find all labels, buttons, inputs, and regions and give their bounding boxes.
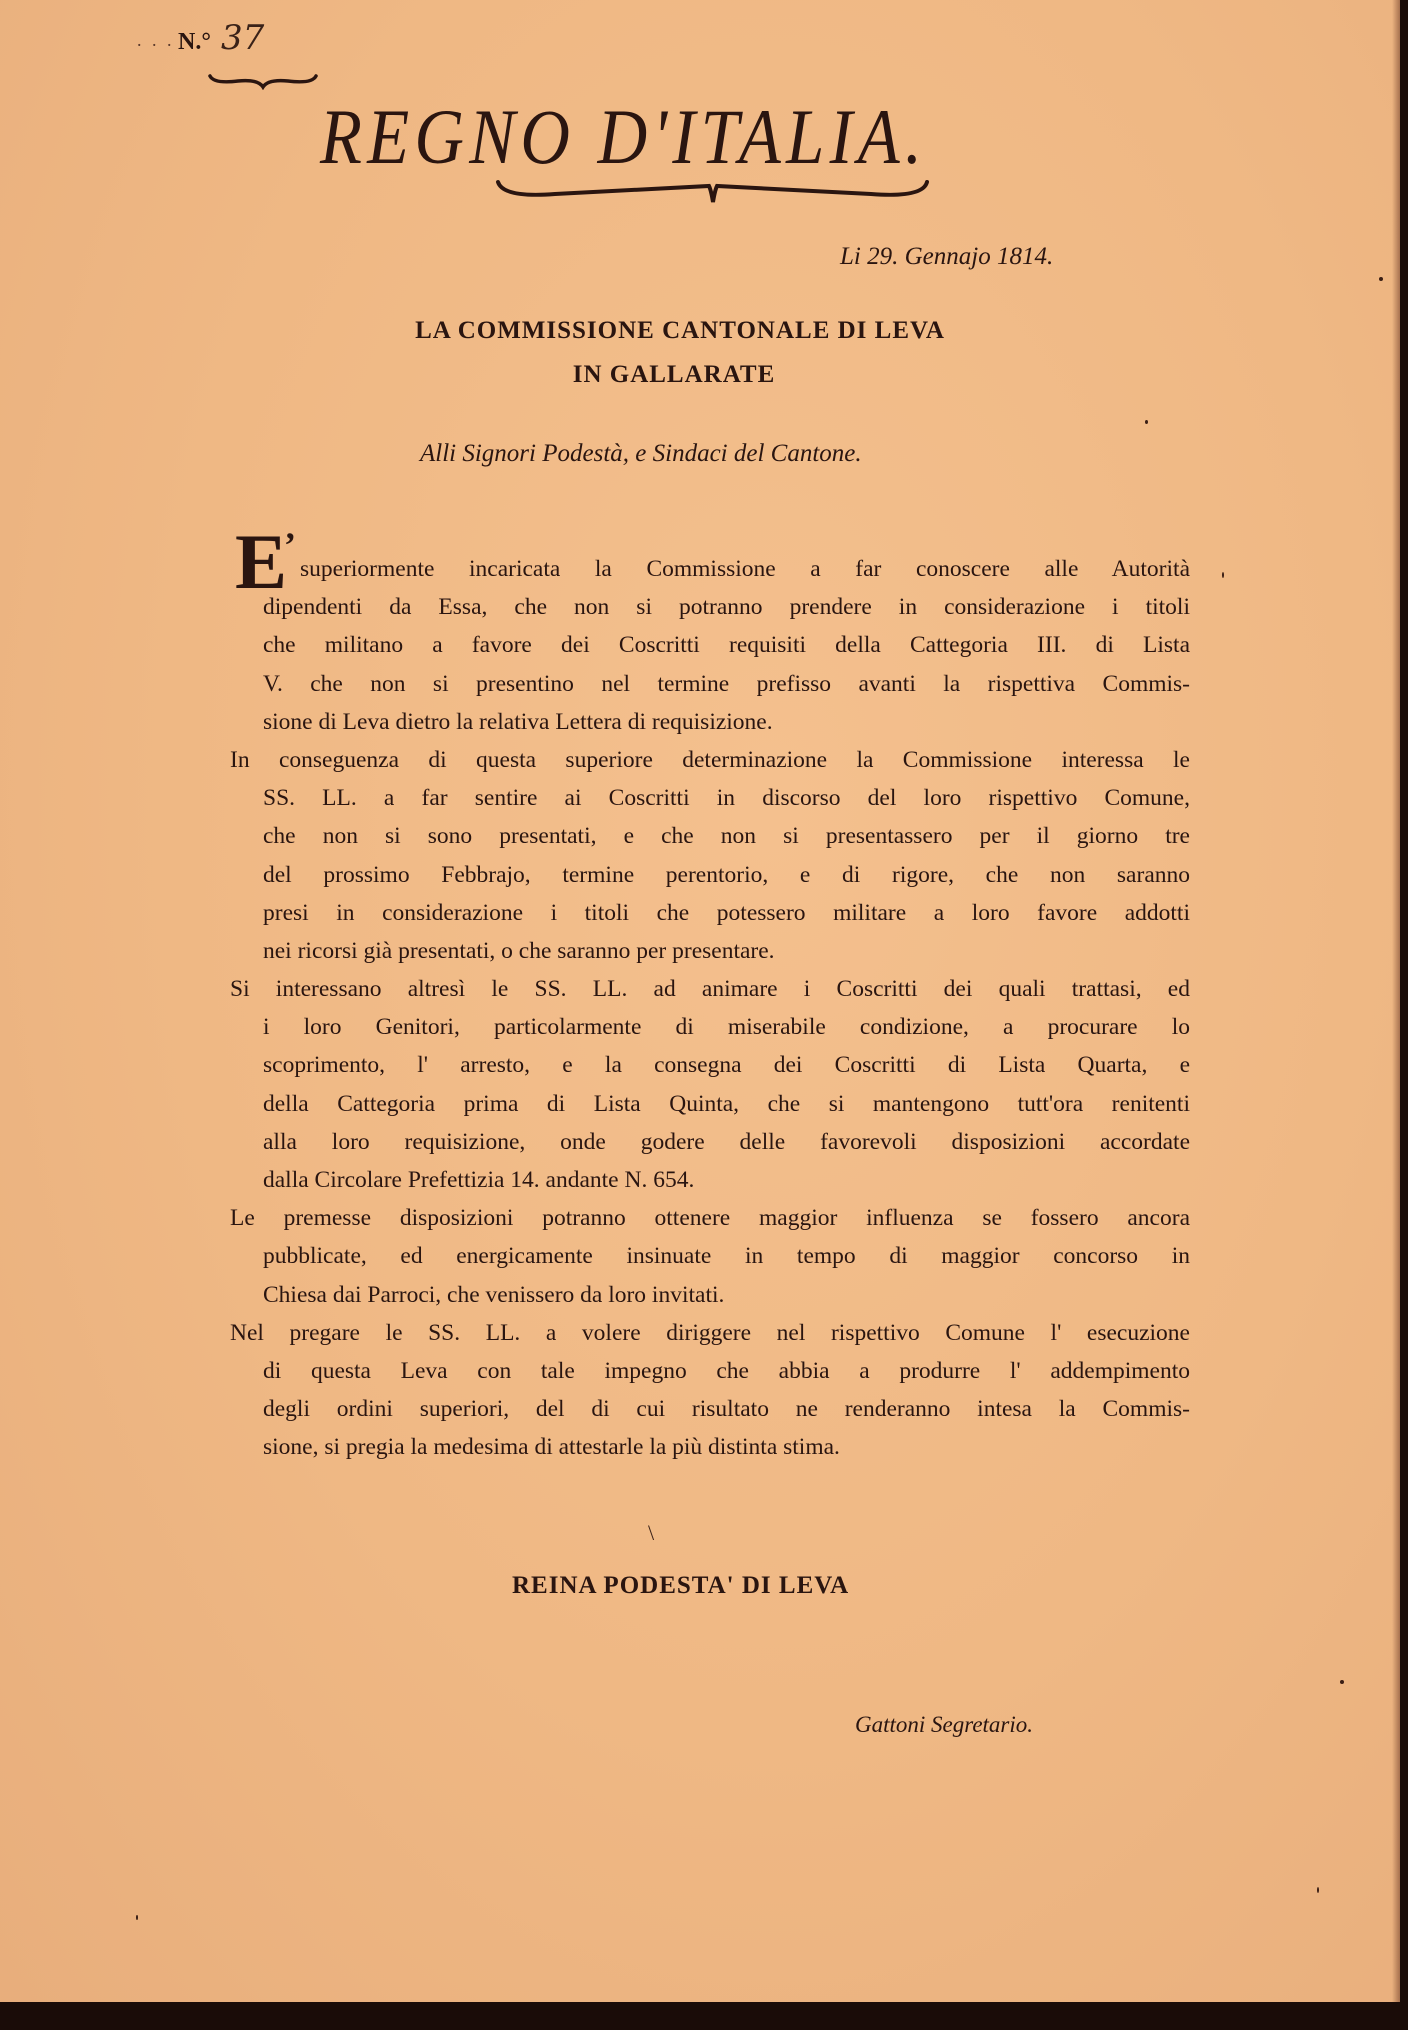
ink-mark: \ (648, 1520, 655, 1545)
body-line: SS. LL. a far sentire ai Coscritti in discorso del loro rispettivo Comune, (263, 785, 1190, 812)
number-mark (178, 18, 264, 58)
body-line: nei ricorsi già presentati, o che saranno per presentare. (263, 937, 775, 964)
paper-speck (1379, 277, 1383, 281)
body-line: che non si sono presentati, e che non si presentassero per il giorno tre (263, 823, 1190, 850)
page-edge-shadow (1392, 0, 1400, 2002)
body-line: scoprimento, l' arresto, e la consegna dei Coscritti di Lista Quarta, e (263, 1052, 1190, 1079)
drop-cap: E (235, 518, 288, 605)
body-line: Chiesa dai Parroci, che venissero da loro invitati. (263, 1281, 725, 1308)
title-brace-ornament (495, 178, 930, 208)
paragraph-5 (230, 1314, 1190, 1467)
small-brace-ornament (208, 72, 318, 90)
body-line: pubblicate, ed energicamente insinuate in tempo di maggior concorso in (263, 1243, 1190, 1270)
body-line: dalla Circolare Prefettizia 14. andante N. 654. (263, 1167, 695, 1193)
paragraph-1 (230, 518, 1190, 741)
document-title: REGNO D'ITALIA. (320, 93, 928, 180)
paragraph-3 (230, 970, 1190, 1199)
number-prefix: N.° (178, 29, 211, 55)
paper-speck (1145, 420, 1148, 424)
body-line: sione di Leva dietro la relativa Lettera di requisizione. (263, 708, 773, 735)
drop-cap-apostrophe: ’ (284, 525, 296, 565)
signature-podesta: REINA PODESTA' DI LEVA (512, 1572, 850, 1599)
body-line: Si interessano altresì le SS. LL. ad animare i Coscritti dei quali trattasi, ed (230, 976, 1190, 1003)
signature-secretary: Gattoni Segretario. (855, 1712, 1034, 1737)
body-line: della Cattegoria prima di Lista Quinta, che si mantengono tutt'ora renitenti (263, 1090, 1190, 1117)
body-line: Nel pregare le SS. LL. a volere diriggere nel rispettivo Comune l' esecuzione (230, 1319, 1190, 1346)
salutation: Alli Signori Podestà, e Sindaci del Cantone. (420, 440, 862, 467)
issuer-heading: LA COMMISSIONE CANTONALE DI LEVA (415, 317, 945, 344)
issuer-location: IN GALLARATE (572, 361, 776, 388)
paragraph-2 (230, 741, 1190, 970)
paper-speck (136, 1915, 138, 1920)
body-line: del prossimo Febbrajo, termine perentorio, e di rigore, che non saranno (263, 861, 1190, 888)
body-line: In conseguenza di questa superiore determinazione la Commissione interessa le (230, 746, 1190, 773)
paper-speck (1222, 572, 1224, 578)
body-line: dipendenti da Essa, che non si potranno prendere in considerazione i titoli (263, 594, 1190, 621)
body-line: presi in considerazione i titoli che potessero militare a loro favore addotti (263, 899, 1190, 926)
body-line: di questa Leva con tale impegno che abbia a produrre l' addempimento (263, 1357, 1190, 1384)
body-line: che militano a favore dei Coscritti requisiti della Cattegoria III. di Lista (263, 632, 1190, 659)
document-date: Li 29. Gennajo 1814. (840, 243, 1054, 270)
paragraph-4 (230, 1199, 1190, 1314)
body-line: superiormente incaricata la Commissione a far conoscere alle Autorità (300, 556, 1190, 582)
body-line: sione, si pregia la medesima di attestarle la più distinta stima. (263, 1434, 840, 1461)
body-line: alla loro requisizione, onde godere delle favorevoli disposizioni accordate (263, 1128, 1190, 1155)
paper-speck (1317, 1887, 1319, 1893)
body-line: i loro Genitori, particolarmente di miserabile condizione, a procurare lo (263, 1014, 1190, 1041)
paper-speck (1340, 1680, 1344, 1684)
body-line: degli ordini superiori, del di cui risultato ne renderanno intesa la Commis- (263, 1396, 1190, 1423)
body-line: V. che non si presentino nel termine prefisso avanti la rispettiva Commis- (263, 670, 1190, 697)
number-mark-dots: . . . (137, 30, 175, 50)
body-line: Le premesse disposizioni potranno ottenere maggior influenza se fossero ancora (230, 1205, 1190, 1232)
number-value: 37 (220, 18, 265, 58)
document-body (230, 518, 1190, 1467)
